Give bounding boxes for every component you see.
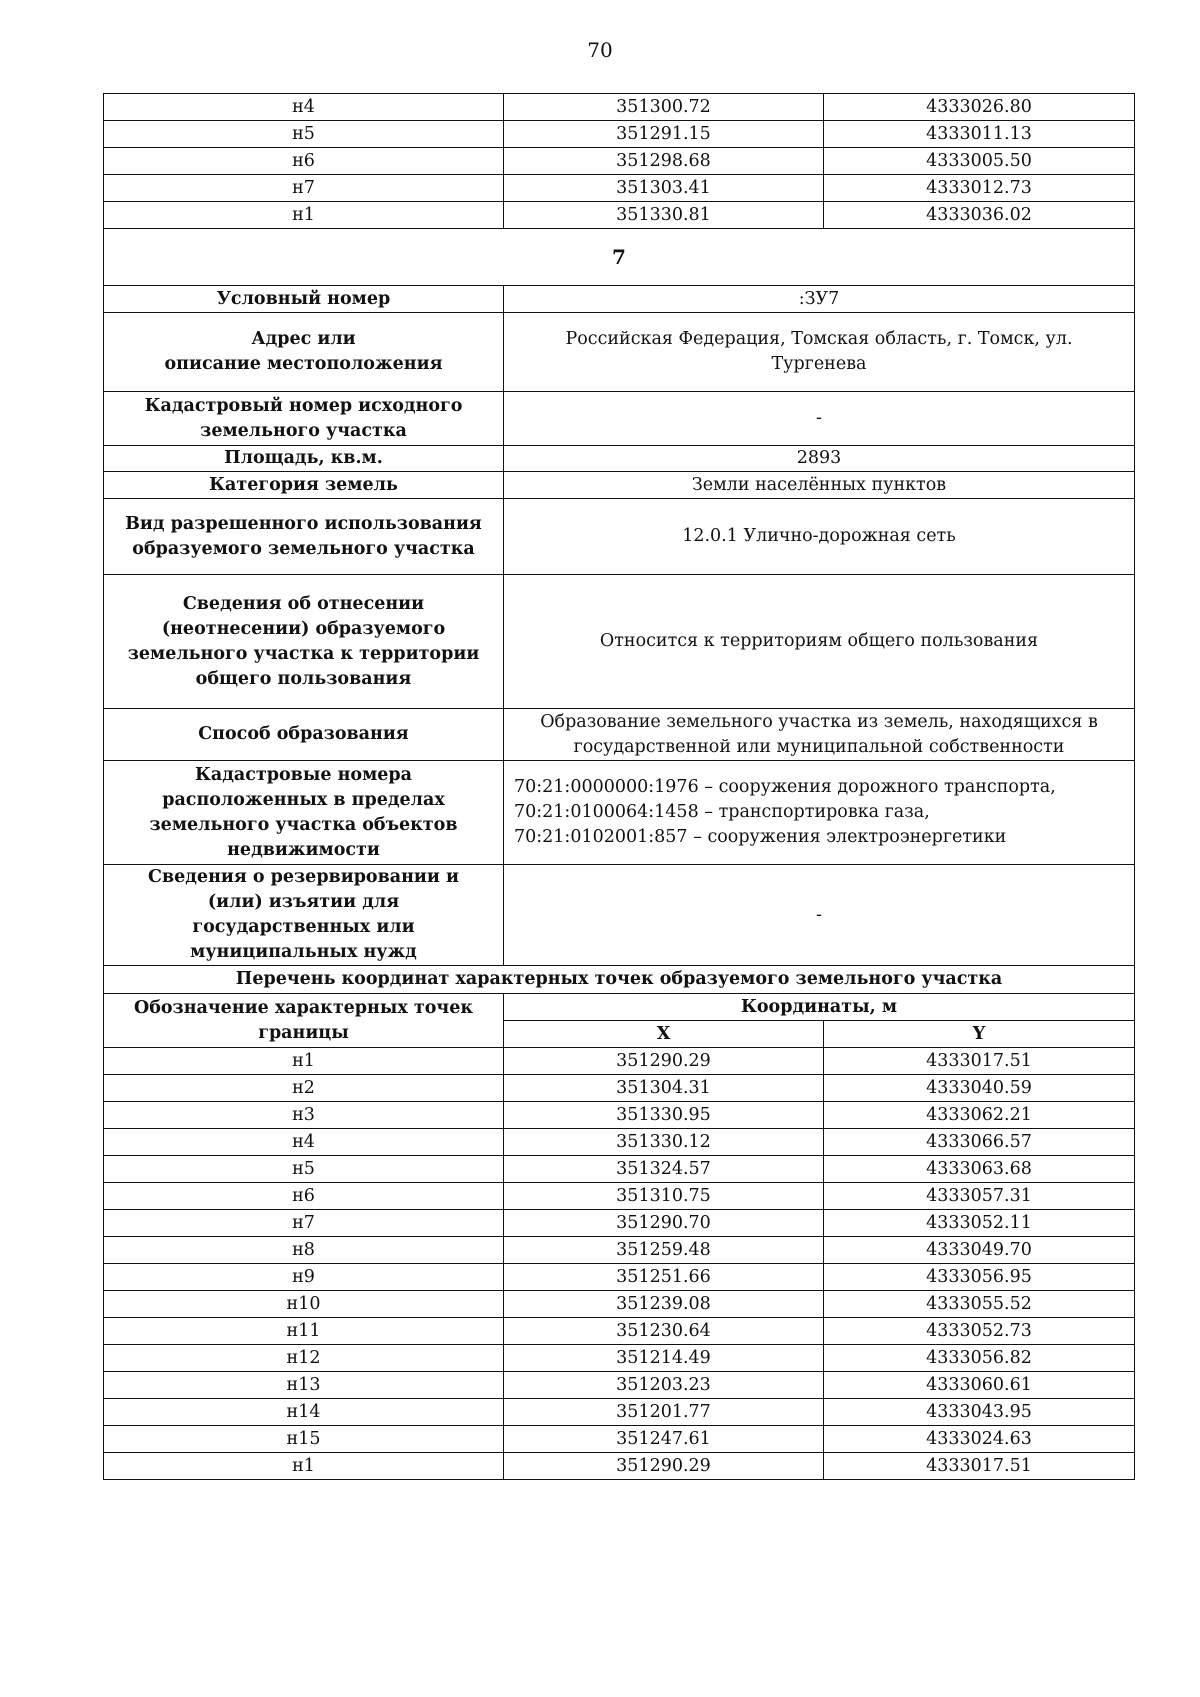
- point-row: [104, 94, 1135, 121]
- point-name: н6: [104, 1183, 504, 1210]
- point-x: 351259.48: [504, 1237, 824, 1264]
- point-y: 4333040.59: [824, 1075, 1135, 1102]
- point-x: 351290.29: [504, 1453, 824, 1480]
- point-x: 351330.81: [504, 202, 824, 229]
- source-cadastral-label: Кадастровый номер исходного земельного участка: [104, 392, 504, 446]
- area-value: 2893: [504, 446, 1135, 472]
- point-row: [104, 1264, 1135, 1291]
- point-x: 351303.41: [504, 175, 824, 202]
- point-y: 4333052.11: [824, 1210, 1135, 1237]
- point-y: 4333024.63: [824, 1426, 1135, 1453]
- point-row: [104, 1453, 1135, 1480]
- address-value: Российская Федерация, Томская область, г. Томск, ул. Тургенева: [504, 313, 1135, 392]
- point-y: 4333060.61: [824, 1372, 1135, 1399]
- point-row: [104, 121, 1135, 148]
- point-row: [104, 202, 1135, 229]
- point-y: 4333049.70: [824, 1237, 1135, 1264]
- point-x: 351304.31: [504, 1075, 824, 1102]
- point-y: 4333012.73: [824, 175, 1135, 202]
- category-label: Категория земель: [104, 472, 504, 499]
- address-label-line1: Адрес или: [251, 329, 356, 349]
- point-name: н1: [104, 1453, 504, 1480]
- point-name: н1: [104, 202, 504, 229]
- point-x: 351290.29: [504, 1048, 824, 1075]
- point-x: 351201.77: [504, 1399, 824, 1426]
- point-x: 351291.15: [504, 121, 824, 148]
- conditional-number-label: Условный номер: [104, 286, 504, 313]
- point-label-header: Обозначение характерных точек границы: [104, 994, 504, 1048]
- point-name: н11: [104, 1318, 504, 1345]
- public-use-label: Сведения об отнесении (неотнесении) образуемого земельного участка к территории общего пользования: [104, 575, 504, 709]
- point-y: 4333062.21: [824, 1102, 1135, 1129]
- y-header: Y: [824, 1021, 1135, 1048]
- coords-title: Перечень координат характерных точек образуемого земельного участка: [104, 966, 1135, 994]
- point-x: 351214.49: [504, 1345, 824, 1372]
- point-y: 4333017.51: [824, 1048, 1135, 1075]
- point-name: н7: [104, 175, 504, 202]
- point-x: 351300.72: [504, 94, 824, 121]
- x-header: X: [504, 1021, 824, 1048]
- category-value: Земли населённых пунктов: [504, 472, 1135, 499]
- point-x: 351298.68: [504, 148, 824, 175]
- formation-method-value: Образование земельного участка из земель, находящихся в государственной или муниципальной собственности: [504, 709, 1135, 761]
- point-row: [104, 1075, 1135, 1102]
- point-x: 351230.64: [504, 1318, 824, 1345]
- real-estate-label: Кадастровые номера расположенных в пределах земельного участка объектов недвижимости: [104, 761, 504, 865]
- point-name: н5: [104, 121, 504, 148]
- plot-info-body: [104, 229, 1135, 1048]
- point-row: [104, 1345, 1135, 1372]
- point-name: н1: [104, 1048, 504, 1075]
- point-y: 4333066.57: [824, 1129, 1135, 1156]
- point-name: н4: [104, 1129, 504, 1156]
- real-estate-line-1: 70:21:0000000:1976 – сооружения дорожного транспорта,: [514, 777, 1056, 797]
- point-row: [104, 1237, 1135, 1264]
- point-name: н5: [104, 1156, 504, 1183]
- point-x: 351251.66: [504, 1264, 824, 1291]
- point-x: 351290.70: [504, 1210, 824, 1237]
- points-body: [104, 1048, 1135, 1480]
- conditional-number-value: :ЗУ7: [504, 286, 1135, 313]
- point-row: [104, 1048, 1135, 1075]
- previous-points-body: [104, 94, 1135, 229]
- point-row: [104, 1183, 1135, 1210]
- point-name: н10: [104, 1291, 504, 1318]
- point-y: 4333005.50: [824, 148, 1135, 175]
- point-name: н6: [104, 148, 504, 175]
- real-estate-value: [504, 761, 1135, 865]
- permitted-use-value: 12.0.1 Улично-дорожная сеть: [504, 499, 1135, 575]
- point-row: [104, 148, 1135, 175]
- real-estate-line-3: 70:21:0102001:857 – сооружения электроэнергетики: [514, 827, 1007, 847]
- point-x: 351330.95: [504, 1102, 824, 1129]
- point-row: [104, 1399, 1135, 1426]
- point-y: 4333011.13: [824, 121, 1135, 148]
- point-name: н15: [104, 1426, 504, 1453]
- point-name: н3: [104, 1102, 504, 1129]
- source-cadastral-value: -: [504, 392, 1135, 446]
- point-x: 351324.57: [504, 1156, 824, 1183]
- point-row: [104, 1318, 1135, 1345]
- point-y: 4333057.31: [824, 1183, 1135, 1210]
- formation-method-label: Способ образования: [104, 709, 504, 761]
- address-label: [104, 313, 504, 392]
- page-number: 70: [587, 38, 613, 62]
- area-label: Площадь, кв.м.: [104, 446, 504, 472]
- reservation-value: -: [504, 865, 1135, 966]
- point-name: н8: [104, 1237, 504, 1264]
- point-row: [104, 1291, 1135, 1318]
- point-row: [104, 1372, 1135, 1399]
- point-name: н4: [104, 94, 504, 121]
- point-y: 4333017.51: [824, 1453, 1135, 1480]
- point-y: 4333052.73: [824, 1318, 1135, 1345]
- point-x: 351239.08: [504, 1291, 824, 1318]
- point-name: н2: [104, 1075, 504, 1102]
- point-y: 4333043.95: [824, 1399, 1135, 1426]
- point-y: 4333056.95: [824, 1264, 1135, 1291]
- point-y: 4333056.82: [824, 1345, 1135, 1372]
- point-name: н14: [104, 1399, 504, 1426]
- land-plot-table: [103, 93, 1135, 1480]
- point-row: [104, 175, 1135, 202]
- point-y: 4333055.52: [824, 1291, 1135, 1318]
- address-label-line2: описание местоположения: [164, 354, 443, 374]
- point-y: 4333036.02: [824, 202, 1135, 229]
- reservation-label: Сведения о резервировании и (или) изъятии для государственных или муниципальных нужд: [104, 865, 504, 966]
- point-x: 351310.75: [504, 1183, 824, 1210]
- section-number: 7: [104, 229, 1135, 286]
- point-name: н7: [104, 1210, 504, 1237]
- point-row: [104, 1102, 1135, 1129]
- point-name: н12: [104, 1345, 504, 1372]
- point-name: н13: [104, 1372, 504, 1399]
- point-x: 351203.23: [504, 1372, 824, 1399]
- permitted-use-label: Вид разрешенного использования образуемого земельного участка: [104, 499, 504, 575]
- point-x: 351247.61: [504, 1426, 824, 1453]
- real-estate-line-2: 70:21:0100064:1458 – транспортировка газа,: [514, 802, 930, 822]
- point-row: [104, 1156, 1135, 1183]
- public-use-value: Относится к территориям общего пользования: [504, 575, 1135, 709]
- point-row: [104, 1129, 1135, 1156]
- point-x: 351330.12: [504, 1129, 824, 1156]
- coords-header: Координаты, м: [504, 994, 1135, 1021]
- point-row: [104, 1426, 1135, 1453]
- point-y: 4333026.80: [824, 94, 1135, 121]
- point-row: [104, 1210, 1135, 1237]
- point-y: 4333063.68: [824, 1156, 1135, 1183]
- point-name: н9: [104, 1264, 504, 1291]
